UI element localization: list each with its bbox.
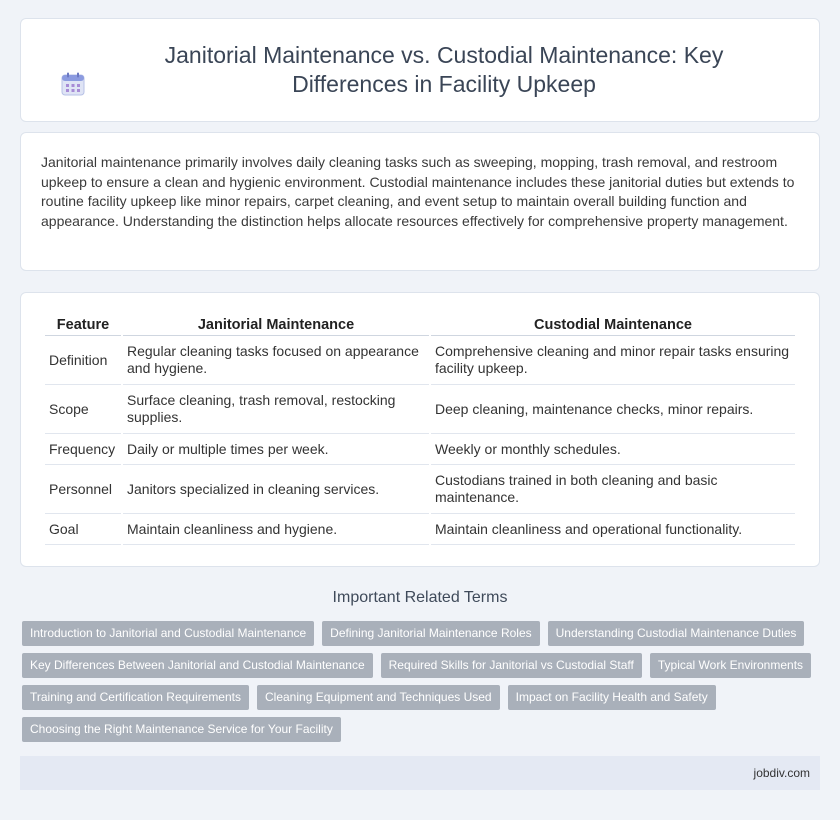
row-custodial: Maintain cleanliness and operational functionality.	[431, 514, 795, 545]
table-row	[45, 385, 795, 434]
row-janitorial: Janitors specialized in cleaning services.	[123, 465, 429, 514]
related-term-tag[interactable]: Choosing the Right Maintenance Service for Your Facility	[22, 717, 341, 742]
related-term-tag[interactable]: Training and Certification Requirements	[22, 685, 249, 710]
related-term-tag[interactable]: Key Differences Between Janitorial and Custodial Maintenance	[22, 653, 373, 678]
title-card	[20, 18, 820, 122]
row-feature: Goal	[45, 514, 121, 545]
related-terms-list	[22, 621, 822, 749]
row-janitorial: Daily or multiple times per week.	[123, 434, 429, 465]
footer-site-link[interactable]: jobdiv.com	[753, 766, 810, 780]
page-title: Janitorial Maintenance vs. Custodial Maintenance: Key Differences in Facility Upkeep	[164, 42, 724, 97]
table-row	[45, 465, 795, 514]
row-janitorial: Maintain cleanliness and hygiene.	[123, 514, 429, 545]
row-feature: Definition	[45, 336, 121, 385]
row-custodial: Custodians trained in both cleaning and basic maintenance.	[431, 465, 795, 514]
intro-card	[20, 132, 820, 271]
comparison-table	[43, 313, 797, 545]
comparison-table-card	[20, 292, 820, 567]
related-term-tag[interactable]: Cleaning Equipment and Techniques Used	[257, 685, 500, 710]
row-custodial: Deep cleaning, maintenance checks, minor repairs.	[431, 385, 795, 434]
table-row	[45, 514, 795, 545]
table-header-row	[45, 313, 795, 336]
row-feature: Scope	[45, 385, 121, 434]
intro-paragraph: Janitorial maintenance primarily involves daily cleaning tasks such as sweeping, mopping, trash removal, and restroom upkeep to ensure a clean and hygienic environment. Custodial maintenance includes these janitorial duties but extends to routine facility upkeep like minor repairs, carpet cleaning, and event setup to maintain overall building function and appearance. Understanding the distinction helps allocate resources effectively for comprehensive property management.	[41, 154, 795, 229]
header-feature: Feature	[45, 313, 121, 336]
header-custodial: Custodial Maintenance	[431, 313, 795, 336]
row-custodial: Comprehensive cleaning and minor repair tasks ensuring facility upkeep.	[431, 336, 795, 385]
row-janitorial: Regular cleaning tasks focused on appearance and hygiene.	[123, 336, 429, 385]
related-term-tag[interactable]: Defining Janitorial Maintenance Roles	[322, 621, 539, 646]
related-term-tag[interactable]: Typical Work Environments	[650, 653, 811, 678]
row-feature: Frequency	[45, 434, 121, 465]
header-janitorial: Janitorial Maintenance	[123, 313, 429, 336]
row-feature: Personnel	[45, 465, 121, 514]
calendar-icon	[60, 71, 86, 97]
related-term-tag[interactable]: Introduction to Janitorial and Custodial Maintenance	[22, 621, 314, 646]
table-row	[45, 434, 795, 465]
related-term-tag[interactable]: Required Skills for Janitorial vs Custodial Staff	[381, 653, 642, 678]
related-term-tag[interactable]: Impact on Facility Health and Safety	[508, 685, 716, 710]
related-term-tag[interactable]: Understanding Custodial Maintenance Duties	[548, 621, 805, 646]
row-custodial: Weekly or monthly schedules.	[431, 434, 795, 465]
table-row	[45, 336, 795, 385]
row-janitorial: Surface cleaning, trash removal, restocking supplies.	[123, 385, 429, 434]
footer	[20, 756, 820, 790]
related-terms-heading: Important Related Terms	[332, 589, 508, 606]
